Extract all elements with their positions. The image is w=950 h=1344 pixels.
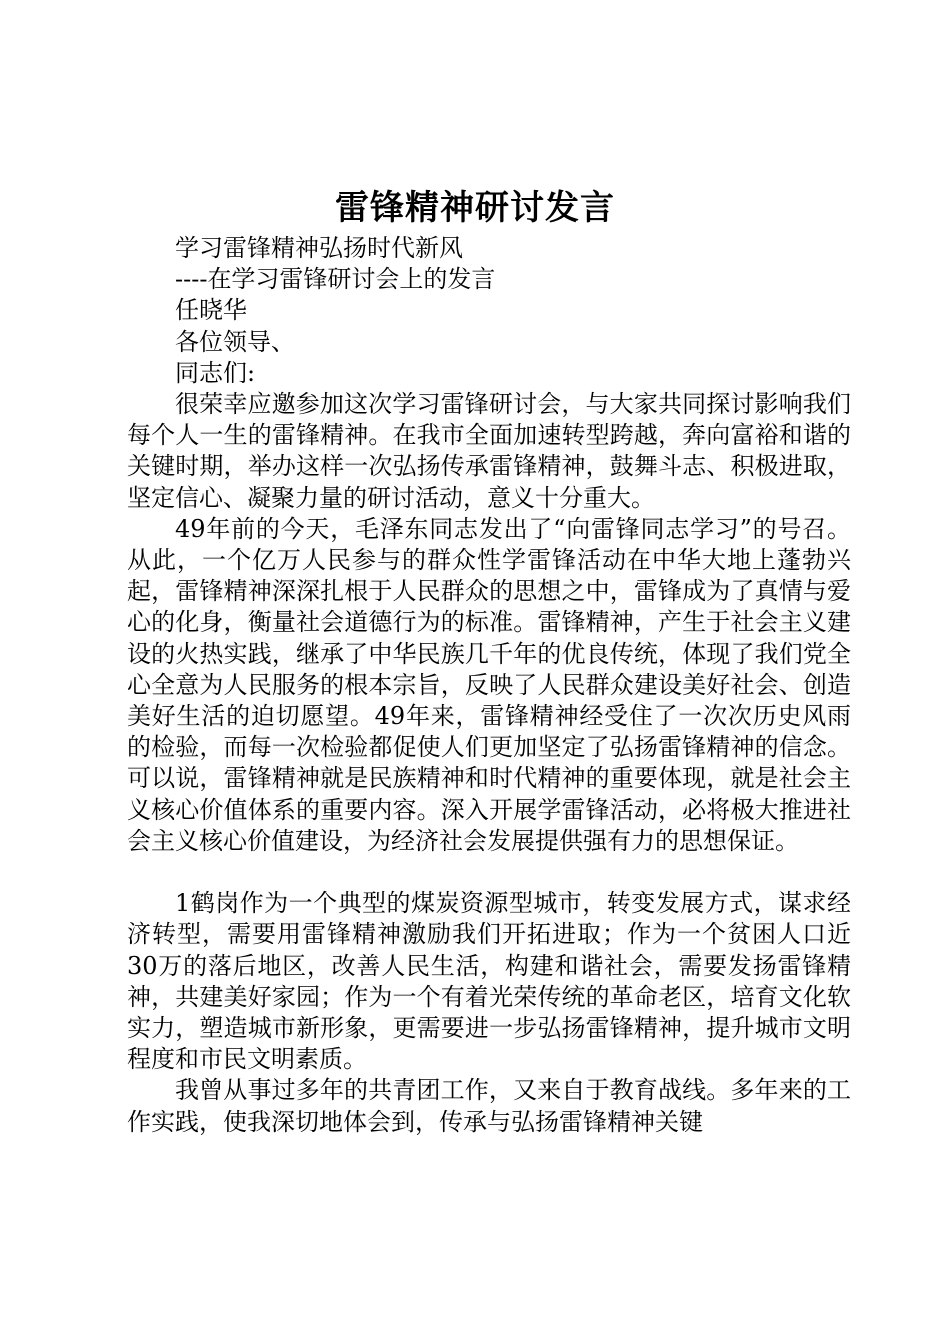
paragraph-experience: 我曾从事过多年的共青团工作，又来自于教育战线。多年来的工作实践，使我深切地体会到，传承与弘扬雷锋精神关键 — [127, 1076, 851, 1136]
document-title: 雷锋精神研讨发言 — [335, 188, 615, 228]
salutation-line-2: 同志们: — [175, 358, 256, 387]
occasion-line: ----在学习雷锋研讨会上的发言 — [175, 265, 496, 294]
paragraph-hegang: 1鹤岗作为一个典型的煤炭资源型城市，转变发展方式，谋求经济转型，需要用雷锋精神激励我们开拓进取；作为一个贫困人口近30万的落后地区，改善人民生活，构建和谐社会，需要发扬雷锋精神，共建美好家园；作为一个有着光荣传统的革命老区，培育文化软实力，塑造城市新形象，更需要进一步弘扬雷锋精神，提升城市文明程度和市民文明素质。 — [127, 889, 851, 1074]
document-body — [127, 233, 851, 1138]
salutation-line-1: 各位领导、 — [175, 327, 295, 356]
subtitle: 学习雷锋精神弘扬时代新风 — [175, 234, 463, 262]
paragraph-gap — [127, 857, 851, 888]
author-name: 任晓华 — [175, 296, 247, 325]
paragraph-intro: 很荣幸应邀参加这次学习雷锋研讨会，与大家共同探讨影响我们每个人一生的雷锋精神。在我市全面加速转型跨越，奔向富裕和谐的关键时期，举办这样一次弘扬传承雷锋精神，鼓舞斗志、积极进取，坚定信心、凝聚力量的研讨活动，意义十分重大。 — [127, 390, 851, 512]
paragraph-history: 49年前的今天，毛泽东同志发出了“向雷锋同志学习”的号召。从此，一个亿万人民参与的群众性学雷锋活动在中华大地上蓬勃兴起，雷锋精神深深扎根于人民群众的思想之中，雷锋成为了真情与爱心的化身，衡量社会道德行为的标准。雷锋精神，产生于社会主义建设的火热实践，继承了中华民族几千年的优良传统，体现了我们党全心全意为人民服务的根本宗旨，反映了人民群众建设美好社会、创造美好生活的迫切愿望。49年来，雷锋精神经受住了一次次历史风雨的检验，而每一次检验都促使人们更加坚定了弘扬雷锋精神的信念。可以说，雷锋精神就是民族精神和时代精神的重要体现，就是社会主义核心价值体系的重要内容。深入开展学雷锋活动，必将极大推进社会主义核心价值建设，为经济社会发展提供强有力的思想保证。 — [127, 514, 851, 855]
